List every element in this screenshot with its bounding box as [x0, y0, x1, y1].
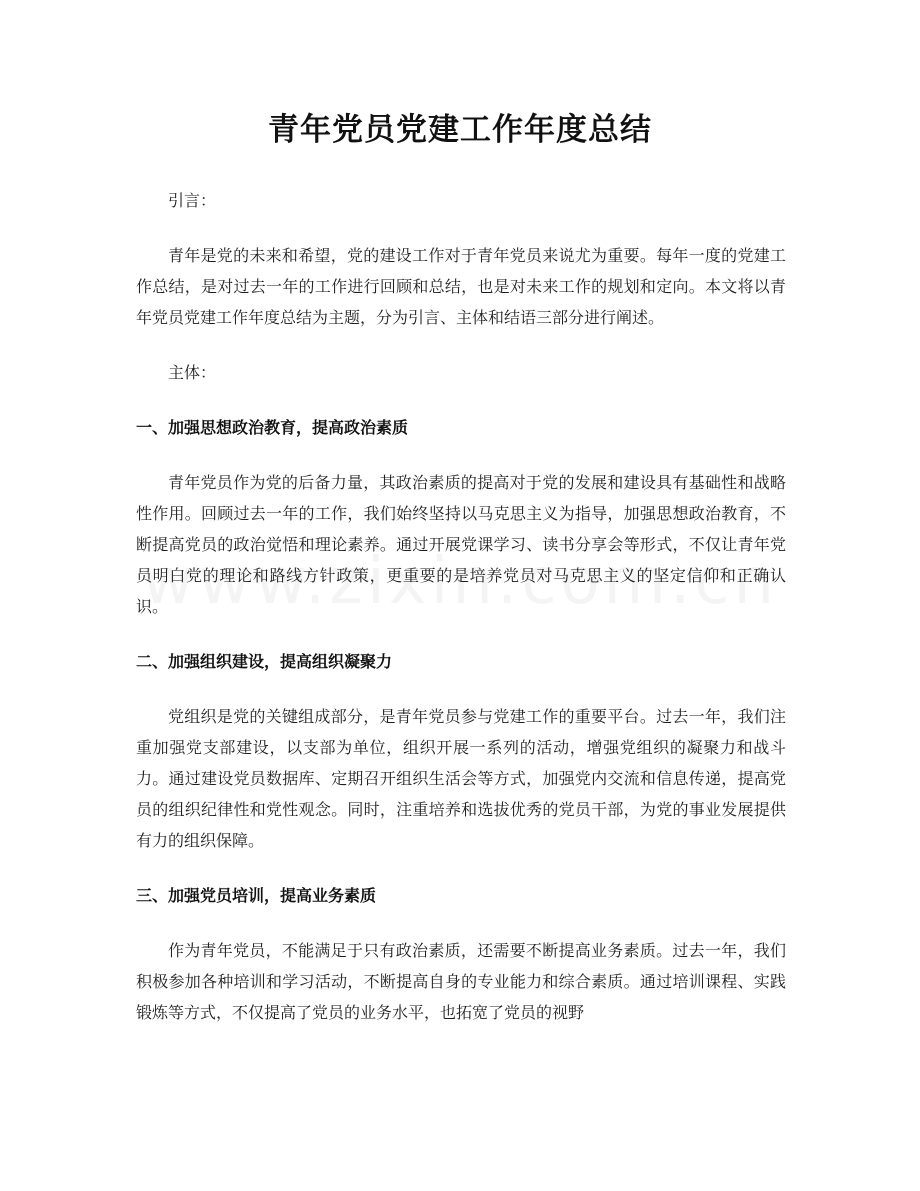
section-heading-1: 一、加强思想政治教育，提高政治素质	[136, 418, 409, 437]
intro-label: 引言：	[168, 191, 217, 210]
intro-paragraph: 青年是党的未来和希望，党的建设工作对于青年党员来说尤为重要。每年一度的党建工作总结，是对过去一年的工作进行回顾和总结，也是对未来工作的规划和定向。本文将以青年党员党建工作年度总结为主题，分为引言、主体和结语三部分进行阐述。	[136, 246, 786, 327]
document-title: 青年党员党建工作年度总结	[268, 112, 652, 148]
section-paragraph-1: 青年党员作为党的后备力量，其政治素质的提高对于党的发展和建设具有基础性和战略性作用。回顾过去一年的工作，我们始终坚持以马克思主义为指导，加强思想政治教育，不断提高党员的政治觉悟和理论素养。通过开展党课学习、读书分享会等形式，不仅让青年党员明白党的理论和路线方针政策，更重要的是培养党员对马克思主义的坚定信仰和正确认识。	[136, 473, 786, 616]
section-heading-3: 三、加强党员培训，提高业务素质	[136, 886, 377, 905]
body-label: 主体：	[168, 363, 217, 382]
document-body	[136, 185, 786, 1052]
section-paragraph-3: 作为青年党员，不能满足于只有政治素质，还需要不断提高业务素质。过去一年，我们积极参加各种培训和学习活动，不断提高自身的专业能力和综合素质。通过培训课程、实践锻炼等方式，不仅提高了党员的业务水平，也拓宽了党员的视野	[136, 941, 786, 1022]
section-heading-2: 二、加强组织建设，提高组织凝聚力	[136, 652, 393, 671]
section-paragraph-2: 党组织是党的关键组成部分，是青年党员参与党建工作的重要平台。过去一年，我们注重加强党支部建设，以支部为单位，组织开展一系列的活动，增强党组织的凝聚力和战斗力。通过建设党员数据库、定期召开组织生活会等方式，加强党内交流和信息传递，提高党员的组织纪律性和党性观念。同时，注重培养和选拔优秀的党员干部，为党的事业发展提供有力的组织保障。	[136, 707, 786, 850]
